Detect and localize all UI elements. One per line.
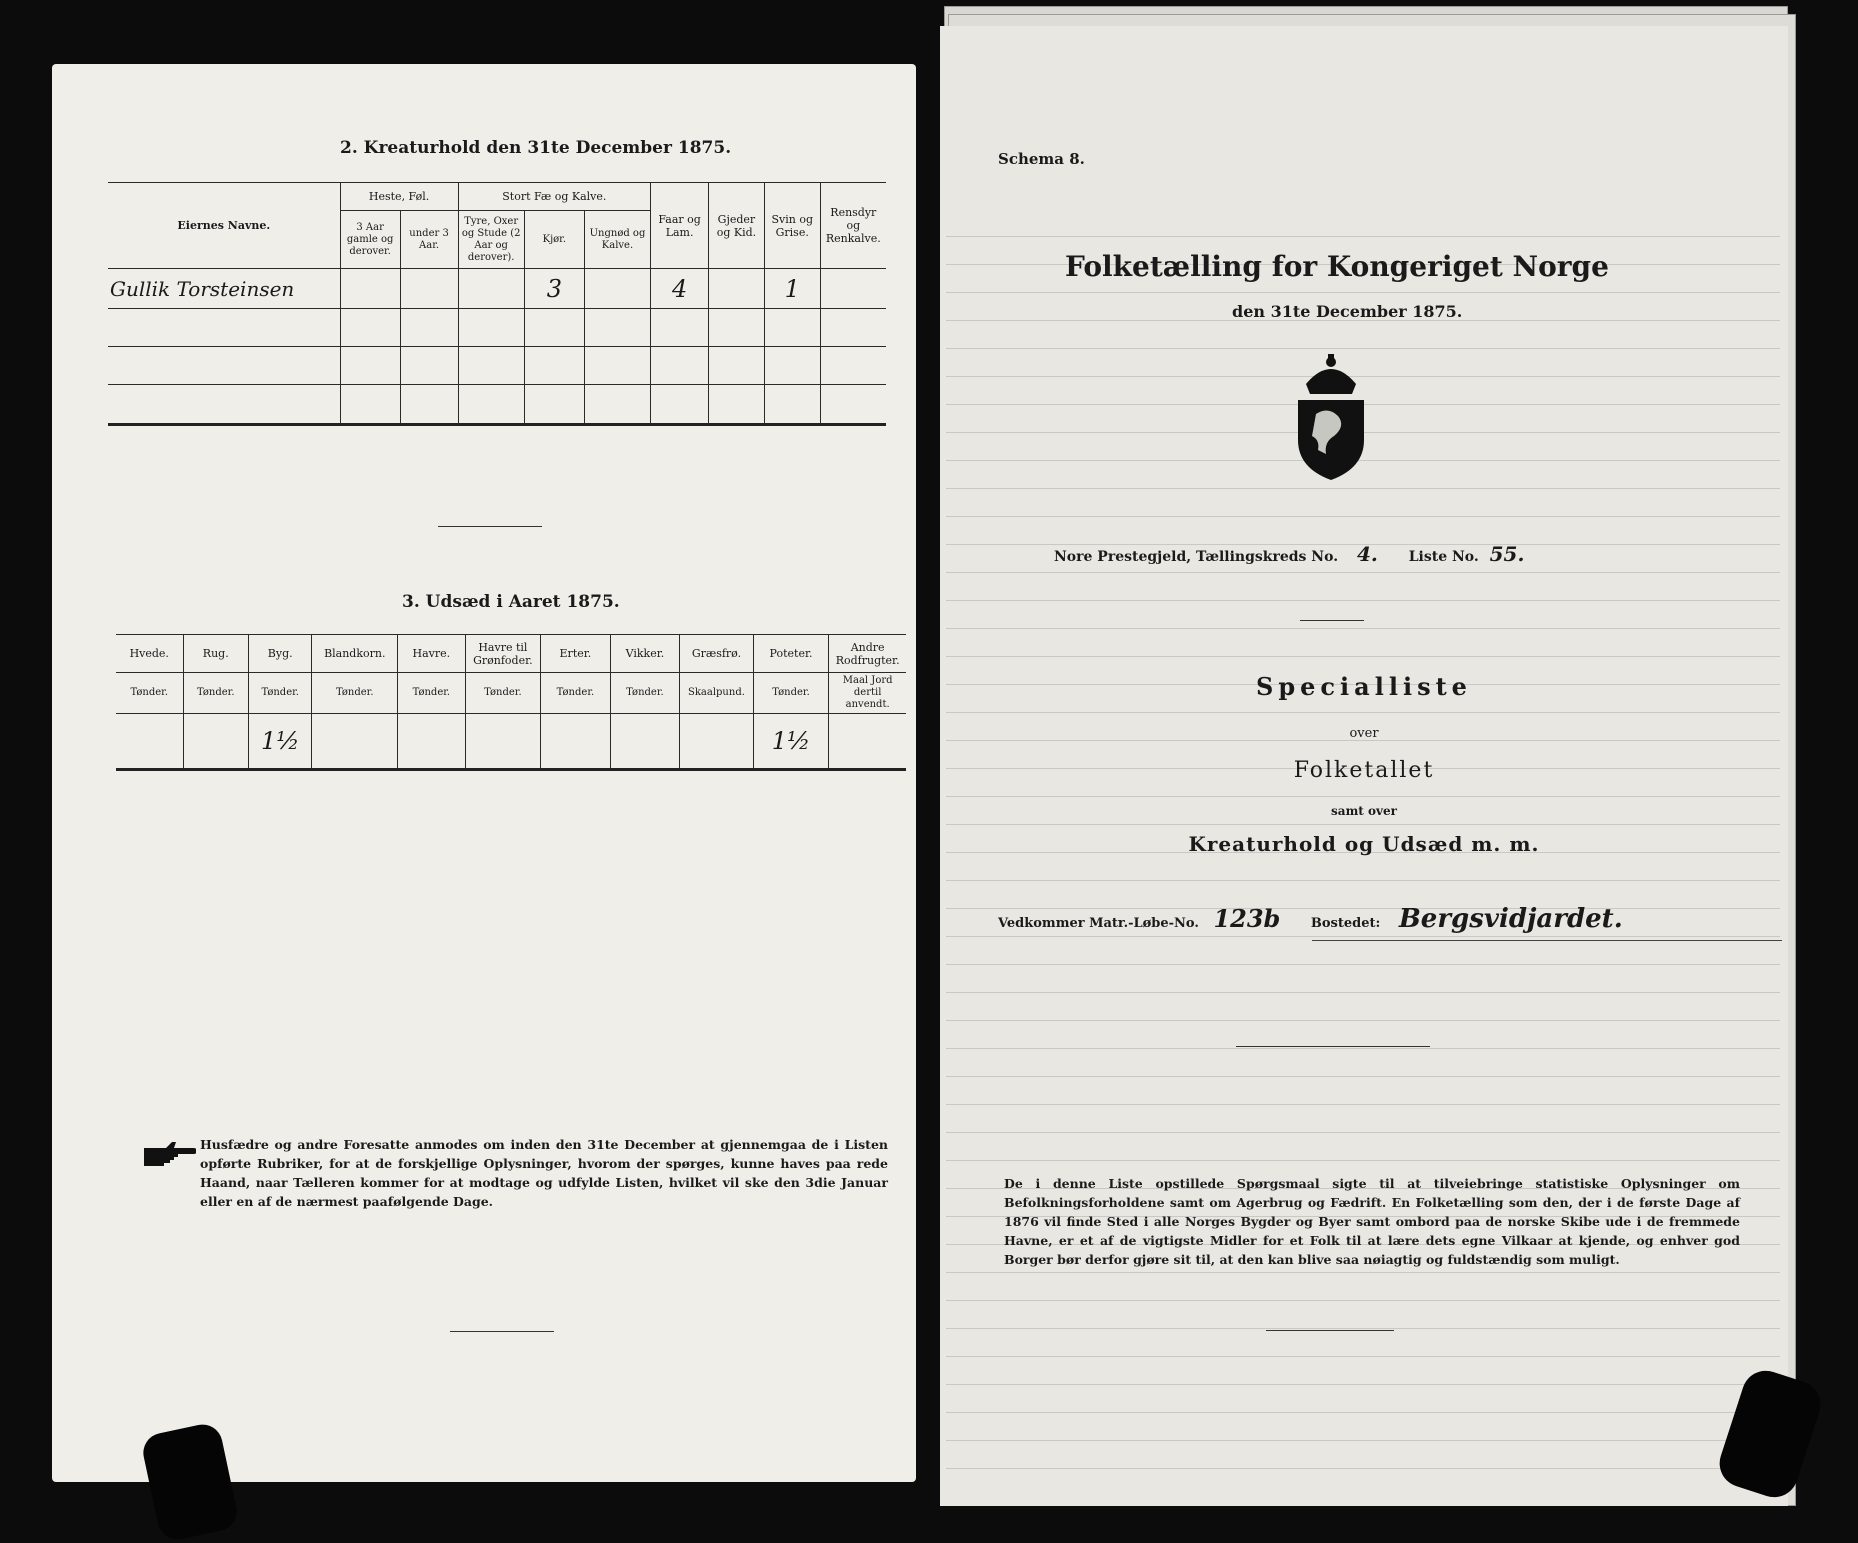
matr-value: 123b [1213,904,1281,933]
col-heste-under3: under 3 Aar. [400,211,458,269]
faar-value: 4 [651,269,709,309]
col-tyre: Tyre, Oxer og Stude (2 Aar og derover). [458,211,524,269]
divider [450,1331,554,1332]
table-row [108,385,886,425]
crop-unit: Tønder. [398,673,466,714]
kjor-value: 3 [524,269,584,309]
crop-unit: Skaalpund. [680,673,754,714]
crop-value [610,714,680,770]
crop-unit: Tønder. [312,673,398,714]
table-row [108,269,886,309]
location-line [1054,542,1524,566]
crop-header: Blandkorn. [312,635,398,673]
divider [1300,620,1364,621]
matr-line [998,904,1623,934]
crop-unit: Tønder. [116,673,183,714]
livestock-table [108,182,886,426]
crop-value [680,714,754,770]
col-gjeder: Gjeder og Kid. [709,183,765,269]
section3-title: 3. Udsæd i Aaret 1875. [402,592,620,612]
tellingskreds-value: 4. [1356,542,1378,566]
crop-unit: Tønder. [541,673,611,714]
specialliste-title: Specialliste [1256,672,1472,701]
divider [1236,1046,1430,1047]
crop-value [398,714,466,770]
crop-header: Poteter. [753,635,829,673]
bostedet-label: Bostedet: [1310,916,1381,931]
coat-of-arms-icon [1286,352,1376,486]
crop-value [116,714,183,770]
table-row [108,347,886,385]
right-page [940,26,1788,1506]
bostedet-value: Bergsvidjardet. [1398,904,1623,934]
crop-header: Hvede. [116,635,183,673]
crop-unit: Maal Jord dertil anvendt. [829,673,906,714]
crop-header: Rug. [183,635,248,673]
crop-header: Vikker. [610,635,680,673]
heste-header: Heste, Føl. [340,183,458,211]
left-page [52,64,916,1482]
crop-unit: Tønder. [248,673,311,714]
crop-header: Byg. [248,635,311,673]
section2-title: 2. Kreaturhold den 31te December 1875. [340,138,732,158]
col-svin: Svin og Grise. [764,183,820,269]
stort-fae-header: Stort Fæ og Kalve. [458,183,651,211]
bostedet-underline [1312,940,1782,941]
notice-text: Husfædre og andre Foresatte anmodes om inden den 31te December at gjennemgaa de i Listen opførte Rubriker, for at de forskjellige Oplysninger, hvorom der spørges, kunne haves paa rede Haand, naar Tælleren kommer for at modtage og udfylde Listen, hvilket vil ske den 3die Januar eller en af de nærmest paafølgende Dage. [200,1137,888,1209]
crop-value [183,714,248,770]
crop-header: Erter. [541,635,611,673]
purpose-text: De i denne Liste opstillede Spørgsmaal sigte til at tilveiebringe statistiske Oplysninger om Befolkningsforholdene samt om Agerbrug og Fædrift. En Folketælling som den, der i de første Dage af 1876 vil finde Sted i alle Norges Bygder og Byer samt ombord paa de norske Skibe ude i de fremmede Havne, er et af de vigtigste Midler for et Folk til at lære dets egne Vilkaar at kjende, og enhver god Borger bør derfor gjøre sit til, at den kan blive saa nøiagtig og fuldstændig som muligt. [1004,1176,1740,1267]
col-heste-3aar: 3 Aar gamle og derover. [340,211,400,269]
crop-header: Havre. [398,635,466,673]
crop-header: Havre til Grønfoder. [465,635,541,673]
samt-over-label: samt over [1331,804,1397,818]
crop-unit: Tønder. [753,673,829,714]
crop-value [465,714,541,770]
crop-unit: Tønder. [610,673,680,714]
matr-label: Vedkommer Matr.-Løbe-No. [998,916,1199,931]
crop-unit: Tønder. [183,673,248,714]
divider [1266,1330,1394,1331]
folketallet-title: Folketallet [1293,758,1435,783]
col-kjor: Kjør. [524,211,584,269]
col-ungnod: Ungnød og Kalve. [584,211,650,269]
owner-name: Gullik Torsteinsen [108,269,340,309]
owner-header: Eiernes Navne. [177,219,271,232]
crop-header: Græsfrø. [680,635,754,673]
crop-value [312,714,398,770]
tellingskreds-label: Tællingskreds No. [1195,549,1339,565]
liste-label: Liste No. [1408,549,1479,565]
prestegjeld-label: Nore Prestegjeld, [1054,549,1192,565]
col-rensdyr: Rensdyr og Renkalve. [820,183,886,269]
census-title: Folketælling for Kongeriget Norge [1065,250,1609,283]
pointing-hand-icon [142,1140,196,1174]
divider [438,526,542,527]
sowing-table [116,634,906,771]
crop-value: 1½ [753,714,829,770]
crop-value [829,714,906,770]
over-label: over [1349,726,1379,741]
crop-header: Andre Rodfrugter. [829,635,906,673]
census-date: den 31te December 1875. [1232,302,1463,321]
crop-value [541,714,611,770]
liste-value: 55. [1489,542,1525,566]
crop-unit: Tønder. [465,673,541,714]
crop-value: 1½ [248,714,311,770]
schema-label: Schema 8. [998,150,1085,168]
svin-value: 1 [764,269,820,309]
col-faar: Faar og Lam. [651,183,709,269]
kreaturhold-title: Kreaturhold og Udsæd m. m. [1188,832,1540,856]
table-row [108,309,886,347]
